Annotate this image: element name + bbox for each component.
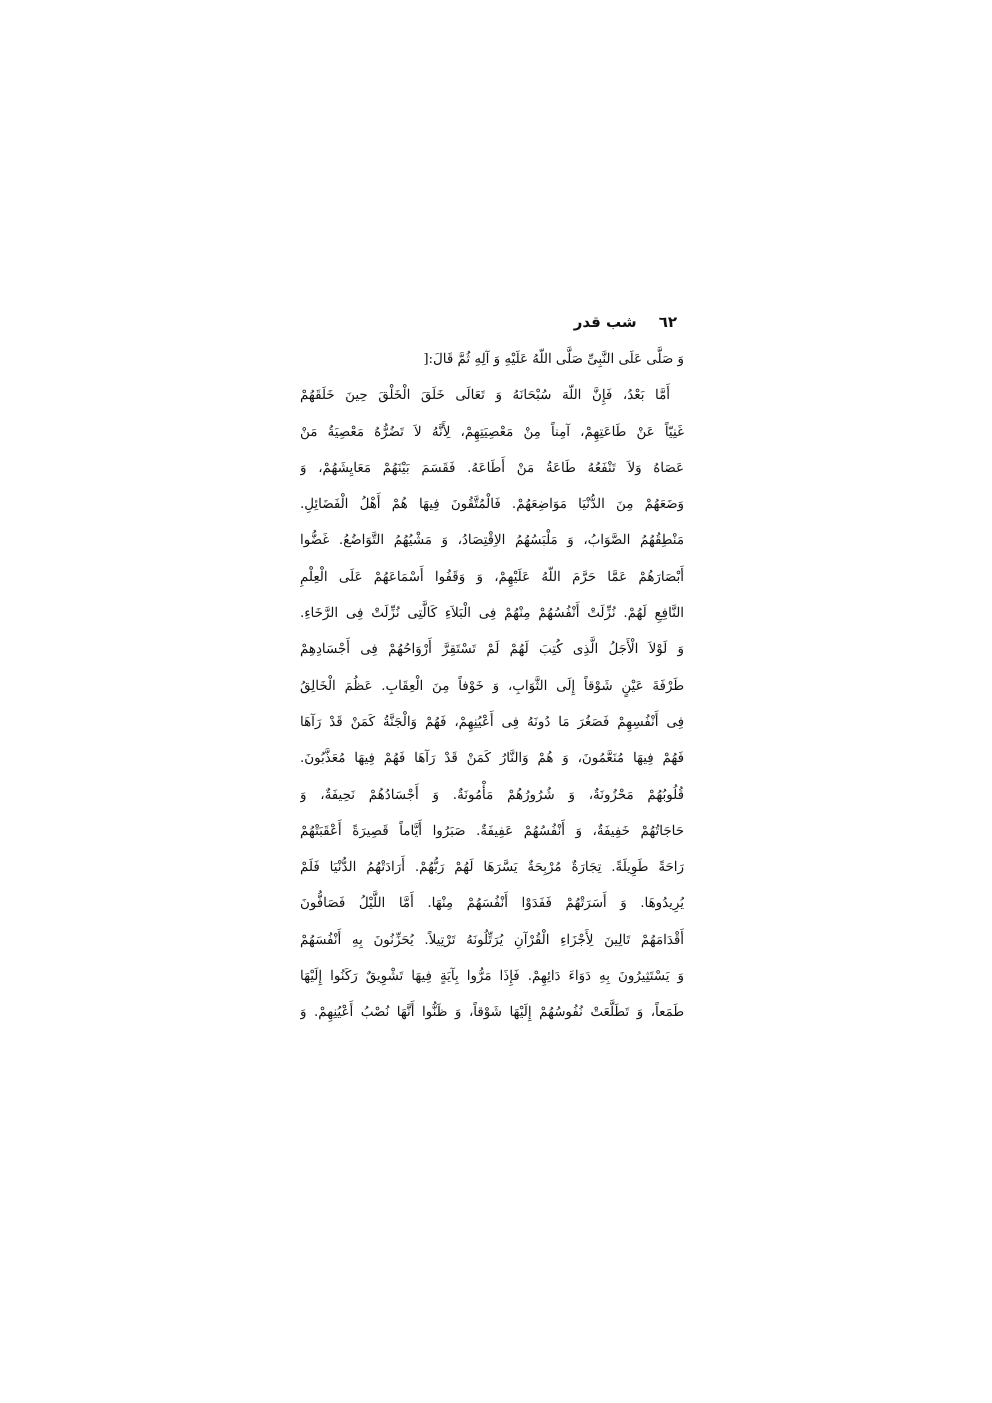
text-line: أَقْدَامَهُمْ تَالِینَ لِأَجْزَاءِ الْقُرْآنِ یُرَتِّلُونَهُ تَرْتِیلاً. یُحَزِّنُونَ بِهِ أَنْفُسَهُمْ xyxy=(300,932,684,948)
text-line: وَ صَلَّی عَلَی النَّبِیِّ صَلَّی اللّهُ عَلَیْهِ وَ آلِهِ ثُمَّ قَالَ:[ xyxy=(423,352,684,367)
body-text xyxy=(300,342,684,1032)
text-line: قُلُوبُهُمْ مَحْزُونَةٌ، وَ شُرُورُهُمْ مَأْمُونَةٌ. وَ أَجْسَادُهُمْ نَحِیفَةٌ، وَ xyxy=(300,787,684,803)
text-line: فَهُمْ فِیهَا مُنَعَّمُونَ، وَ هُمْ وَالنَّارُ کَمَنْ قَدْ رَآهَا فَهُمْ فِیهَا مُعَذَّبُونَ. xyxy=(300,751,684,767)
text-line: حَاجَاتُهُمْ خَفِیفَةٌ، وَ أَنْفُسُهُمْ عَفِیفَةٌ. صَبَرُوا أَیَّاماً قَصِیرَةً أَعْقَبَتْهُمْ xyxy=(300,823,684,839)
text-line: وَضَعَهُمْ مِنَ الدُّنْیَا مَوَاضِعَهُمْ. فَالْمُتَّقُونَ فِیهَا هُمْ أَهْلُ الْفَضَائِلِ. xyxy=(300,497,684,513)
text-line: وَ لَوْلاَ الْأَجَلُ الَّذِی کُتِبَ لَهُمْ لَمْ تَسْتَقِرَّ أَرْوَاحُهُمْ فِی أَجْسَادِهِمْ xyxy=(300,642,684,658)
text-line: رَاحَةً طَوِیلَةً. تِجَارَةٌ مُرْبِحَةٌ یَسَّرَهَا لَهُمْ رَبُّهُمْ. أَرَادَتْهُمُ الدُّنْیَا فَلَمْ xyxy=(300,860,684,876)
text-line: یُرِیدُوهَا. وَ أَسَرَتْهُمْ فَفَدَوْا أَنْفُسَهُمْ مِنْهَا. أَمَّا اللَّیْلُ فَصَافُّونَ xyxy=(300,896,684,912)
running-title: شب قدر xyxy=(573,313,637,331)
text-line: النَّافِعِ لَهُمْ. نُزِّلَتْ أَنْفُسُهُمْ مِنْهُمْ فِی الْبَلاَءِ کَالَّتِی نُزِّلَتْ فِی الرَّخَاءِ. xyxy=(300,606,684,622)
running-header xyxy=(574,313,677,331)
text-line: وَ یَسْتَثِیرُونَ بِهِ دَوَاءَ دَائِهِمْ. فَإِذَا مَرُّوا بِآیَةٍ فِیهَا تَشْوِیقٌ رَکَنُوا إِلَیْهَا xyxy=(300,969,684,985)
page-number: ٦٢ xyxy=(658,313,677,331)
text-line: مَنْطِقُهُمُ الصَّوَابُ، وَ مَلْبَسُهُمُ الاِقْتِصَادُ، وَ مَشْیُهُمُ التَّوَاضُعُ. غَضُّوا xyxy=(300,533,684,549)
text-line: أَبْصَارَهُمْ عَمَّا حَرَّمَ اللّهُ عَلَیْهِمْ، وَ وَقَفُوا أَسْمَاعَهُمْ عَلَی الْعِلْمِ xyxy=(300,569,684,585)
text-line: طَمَعاً، وَ تَطَلَّعَتْ نُفُوسُهُمْ إِلَیْهَا شَوْقاً، وَ ظَنُّوا أَنَّهَا نُصْبُ أَعْیُنِهِمْ. وَ xyxy=(300,1005,684,1021)
text-line: عَصَاهُ وَلاَ تَنْفَعُهُ طَاعَةُ مَنْ أَطَاعَهُ. فَقَسَمَ بَیْنَهُمْ مَعَایِشَهُمْ، وَ xyxy=(300,460,684,476)
text-line: أَمَّا بَعْدُ، فَإِنَّ اللّهَ سُبْحَانَهُ وَ تَعَالَی خَلَقَ الْخَلْقَ حِینَ خَلَقَهُمْ xyxy=(300,388,670,404)
text-line: فِی أَنْفُسِهِمْ فَصَغُرَ مَا دُونَهُ فِی أَعْیُنِهِمْ، فَهُمْ وَالْجَنَّةُ کَمَنْ قَدْ رَآهَا xyxy=(300,714,684,730)
text-line: غَنِیّاً عَنْ طَاعَتِهِمْ، آمِناً مِنْ مَعْصِیَتِهِمْ، لِأَنَّهُ لاَ تَضُرُّهُ مَعْصِیَةُ مَنْ xyxy=(300,424,684,440)
text-line: طَرْفَةَ عَیْنٍ شَوْقاً إِلَی الثَّوَابِ، وَ خَوْفاً مِنَ الْعِقَابِ. عَظُمَ الْخَالِقُ xyxy=(300,678,684,694)
